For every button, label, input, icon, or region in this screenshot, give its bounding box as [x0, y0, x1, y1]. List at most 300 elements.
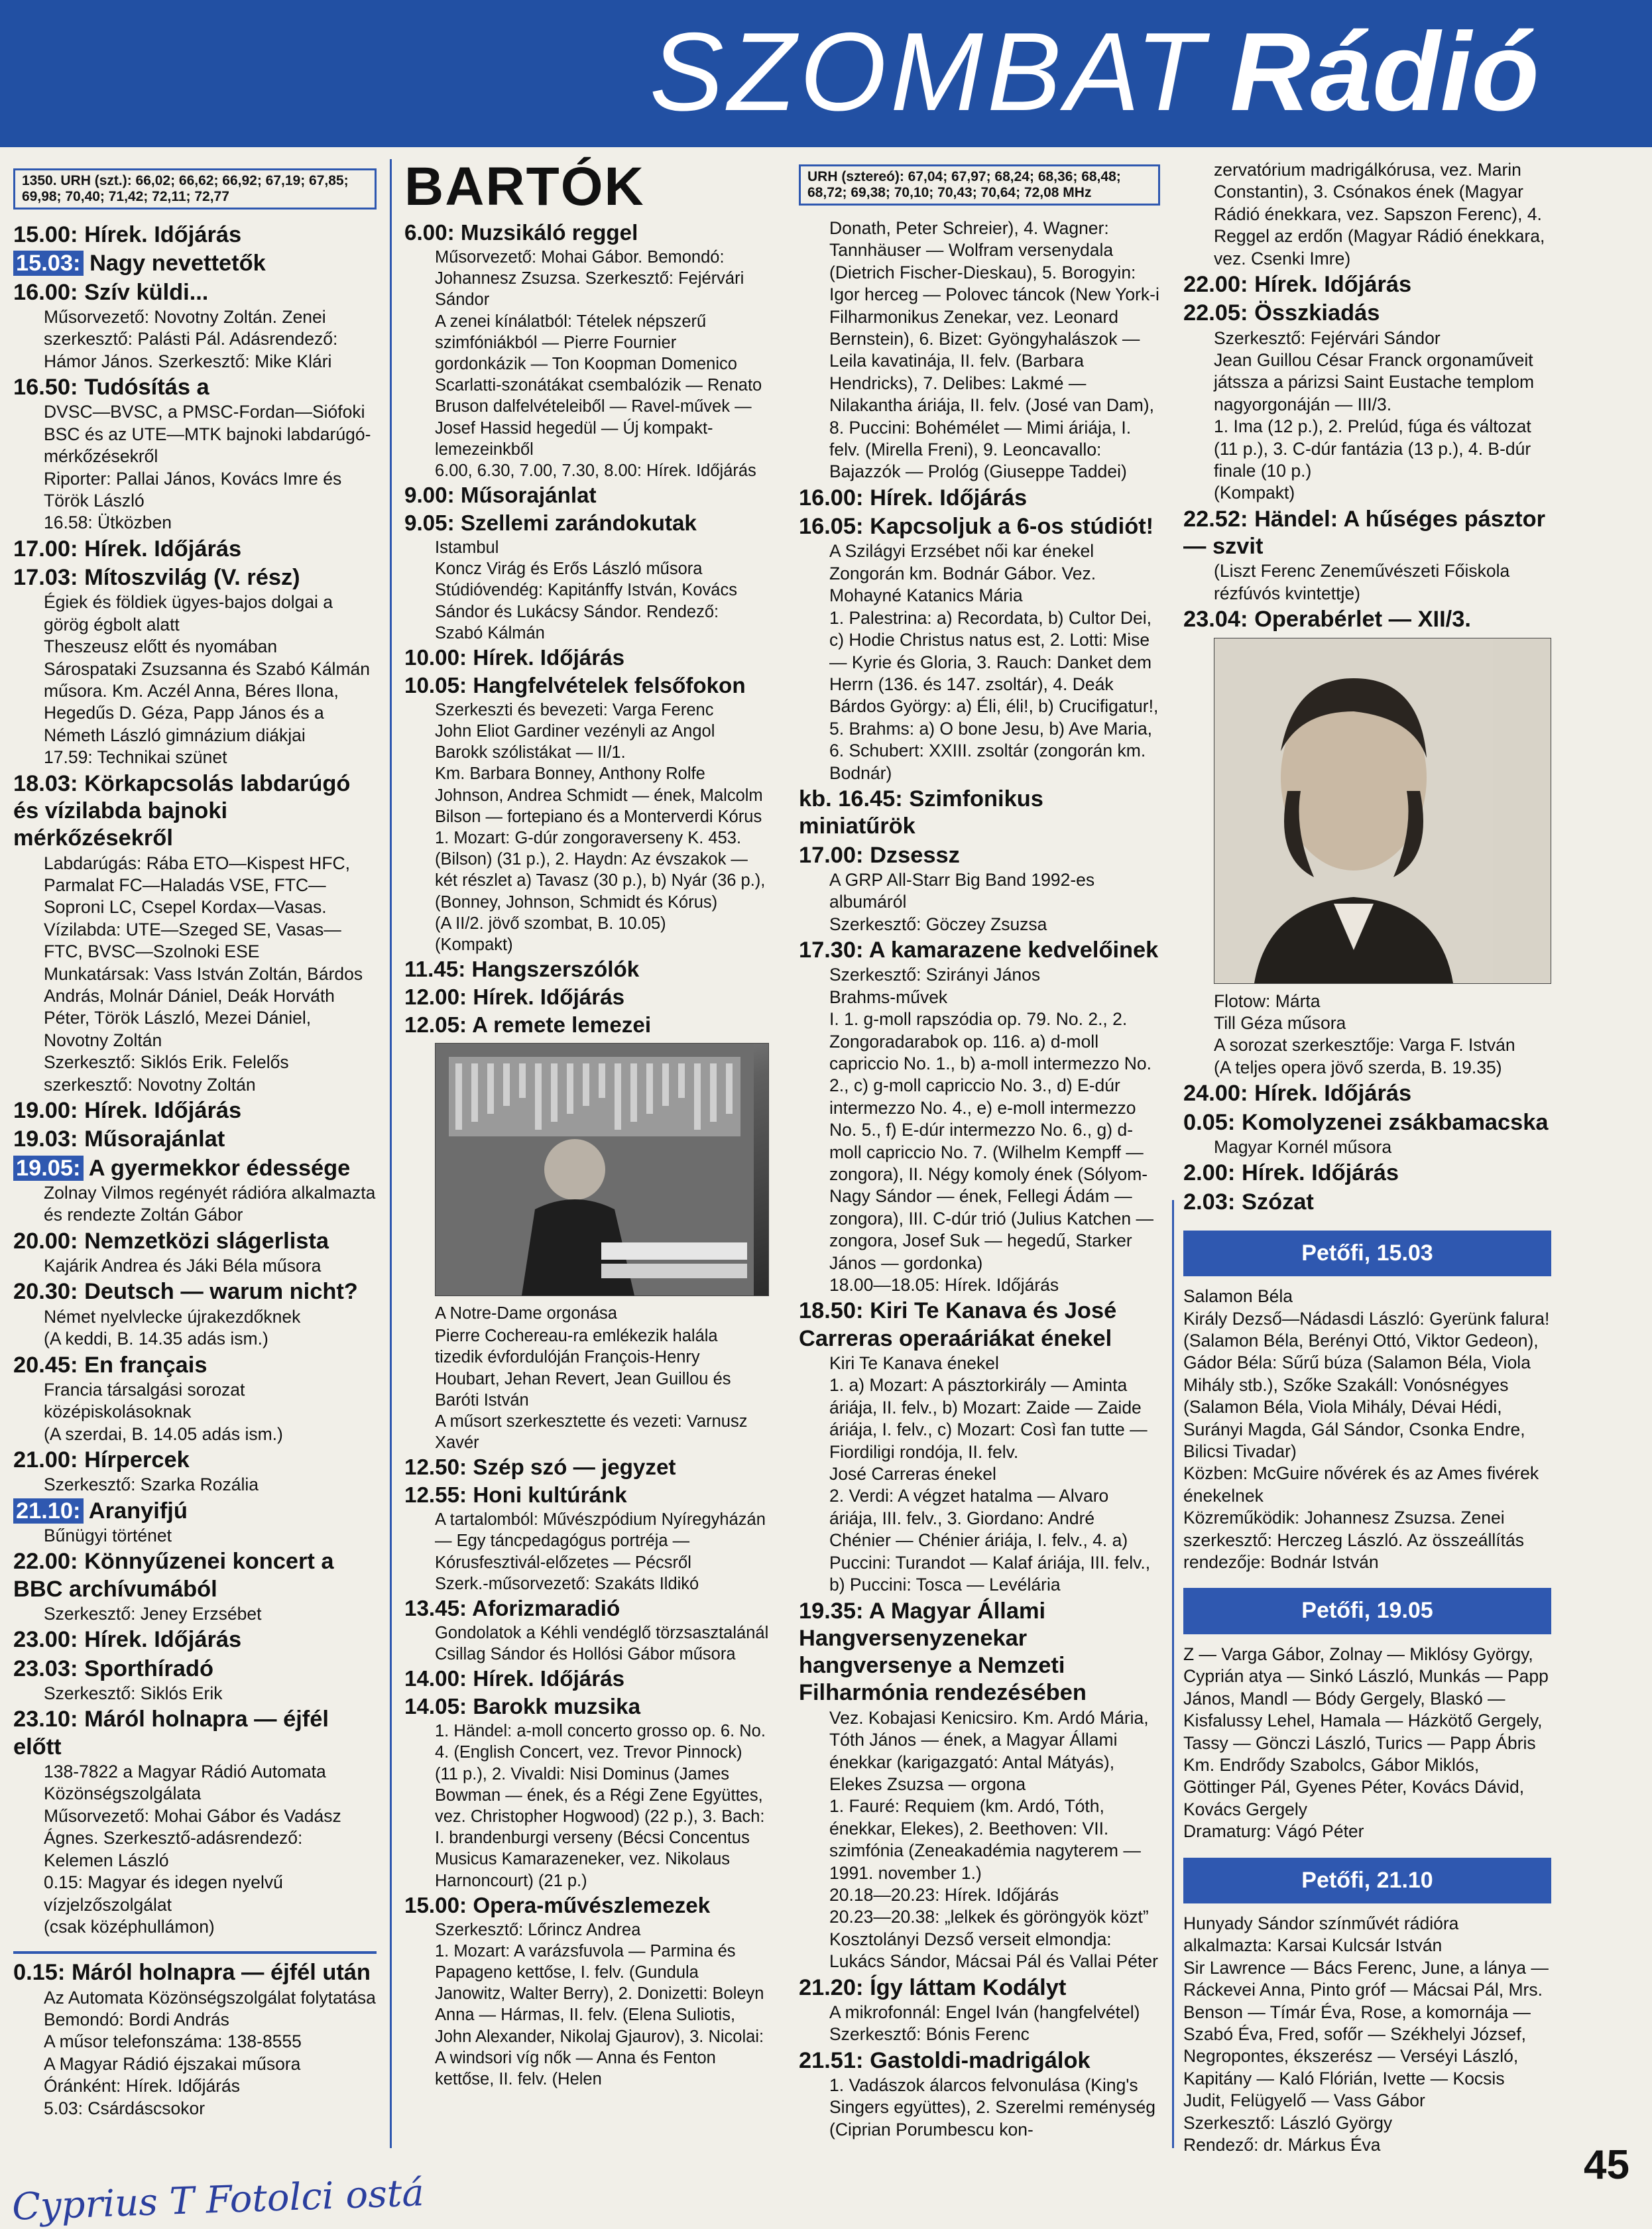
program-entry — [1183, 1080, 1551, 1107]
program-detail-line: Szerkesztő: Fejérvári Sándor — [1214, 328, 1441, 348]
program-entry — [13, 1126, 377, 1153]
program-entry — [799, 2047, 1160, 2141]
program-time: 23.10: — [13, 1707, 78, 1732]
program-detail-line: A Szilágyi Erzsébet női kar énekel — [829, 541, 1094, 562]
program-details — [404, 1919, 769, 2090]
program-heading — [13, 1447, 377, 1474]
program-title: Hírek. Időjárás — [84, 536, 242, 562]
program-entry — [1183, 991, 1551, 1079]
kossuth-frequencies: 1350. URH (szt.): 66,02; 66,62; 66,92; 67,19; 67,85; 69,98; 70,40; 71,42; 72,11; 72,77 — [13, 168, 377, 210]
program-detail-line: Kajárik Andrea és Jáki Béla műsora — [44, 1256, 322, 1276]
program-heading — [13, 250, 377, 277]
program-time: 23.03: — [13, 1656, 78, 1681]
program-time: 9.05: — [404, 511, 455, 536]
program-entry — [799, 842, 1160, 936]
program-heading — [799, 1297, 1160, 1353]
program-heading — [404, 1893, 769, 1919]
program-detail-line: 1. Ima (12 p.), 2. Prelúd, fúga és változat (11 p.), 3. C-dúr fantázia (13 p.), 4. B-dúr finale (10 p.) — [1214, 416, 1531, 481]
program-entry — [404, 483, 769, 509]
program-title: Operabérlet — XII/3. — [1254, 607, 1471, 633]
program-detail-line: Koncz Virág és Erős László műsora — [435, 560, 703, 579]
program-time: 23.00: — [13, 1627, 78, 1653]
program-heading — [404, 985, 769, 1011]
program-title: Műsorajánlat — [84, 1126, 225, 1152]
program-title: Összkiadás — [1254, 300, 1380, 326]
program-title: Szép szó — jegyzet — [473, 1455, 676, 1480]
program-title: Máról holnapra — éjfél előtt — [13, 1707, 329, 1760]
program-title: Hírpercek — [84, 1447, 190, 1473]
program-details — [404, 1325, 769, 1453]
page-banner — [0, 0, 1652, 147]
program-detail-line: DVSC—BVSC, a PMSC-Fordan—Siófoki BSC és az UTE—MTK bajnoki labdarúgó-mérkőzésekről — [44, 402, 371, 467]
late-night-column — [1183, 159, 1551, 2156]
program-detail-line: zervatórium madrigálkórusa, vez. Marin Constantin), 3. Csónakos ének (Magyar Rádió énekkara, vez. Sapszon Ferenc), 4. Reggel az erdőn (Magyar Rádió énekkara, vez. Csenki Imre) — [1214, 160, 1545, 269]
program-time: 21.10: — [13, 1498, 84, 1524]
program-detail-line: (A szerdai, B. 14.05 adás ism.) — [44, 1423, 283, 1444]
program-heading — [1183, 300, 1551, 327]
program-title: Hangfelvételek felsőfokon — [473, 673, 746, 698]
program-heading — [1183, 1080, 1551, 1107]
program-detail-line: 20.18—20.23: Hírek. Időjárás — [829, 1884, 1059, 1905]
program-time: 16.05: — [799, 514, 864, 540]
program-entry — [799, 1297, 1160, 1596]
program-detail-line: Műsorvezető: Novotny Zoltán. Zenei szerkesztő: Palásti Pál. Adásrendező: Hámor János. Szerkesztő: Mike Klári — [44, 306, 338, 371]
program-details — [799, 1353, 1160, 1596]
program-heading — [13, 279, 377, 306]
petofi-boxes — [1183, 1231, 1551, 2157]
program-detail-line: Szerkesztő: Göczey Zsuzsa — [829, 914, 1047, 934]
program-title: Hírek. Időjárás — [84, 1098, 242, 1124]
program-title: Műsorajánlat — [460, 483, 597, 509]
program-detail-line: Szerkesztő: Siklós Erik. Felelős szerkesztő: Novotny Zoltán — [44, 1052, 289, 1095]
program-entry — [1183, 300, 1551, 505]
program-entry — [13, 1278, 377, 1350]
program-detail-line: 20.23—20.38: „lelkek és göröngyök közt” — [829, 1907, 1149, 1927]
program-details — [799, 964, 1160, 1296]
program-detail-line: Bemondó: Bordi András — [44, 2010, 229, 2030]
program-entry — [404, 1666, 769, 1693]
program-entry — [13, 1155, 377, 1227]
program-time: 20.00: — [13, 1228, 78, 1254]
banner-word-szombat: SZOMBAT — [649, 9, 1208, 134]
program-time: 19.35: — [799, 1598, 864, 1624]
program-heading — [13, 221, 377, 249]
program-entry — [404, 1482, 769, 1595]
program-entry — [13, 1626, 377, 1654]
program-entry — [13, 1498, 377, 1547]
program-heading — [404, 1482, 769, 1509]
program-time: 22.00: — [1183, 272, 1248, 298]
program-detail-line: Pierre Cochereau-ra emlékezik halála tizedik évfordulóján François-Henry Houbart, Jehan Revert, Jean Guillou és Baróti István — [435, 1327, 731, 1410]
program-entry — [1183, 159, 1551, 270]
program-entry — [404, 673, 769, 955]
petofi-box-heading: Petőfi, 15.03 — [1183, 1231, 1551, 1276]
program-detail-line: Műsorvezető: Mohai Gábor. Bemondó: Johannesz Zsuzsa. Szerkesztő: Fejérvári Sándor — [435, 247, 744, 310]
program-time: 17.00: — [799, 842, 864, 868]
program-heading — [404, 1666, 769, 1693]
program-entry — [799, 1598, 1160, 1973]
program-time: 18.50: — [799, 1298, 864, 1324]
program-detail-line: Flotow: Márta — [1214, 991, 1321, 1011]
program-entry — [13, 374, 377, 534]
program-title: Hírek. Időjárás — [473, 985, 625, 1010]
program-detail-line: 17.59: Technikai szünet — [44, 747, 227, 768]
program-details — [13, 1525, 377, 1547]
program-details — [1183, 328, 1551, 505]
program-title: Nagy nevettetők — [89, 251, 266, 276]
program-title: Hírek. Időjárás — [473, 1667, 625, 1692]
program-detail-line: (Liszt Ferenc Zeneművészeti Főiskola rézfúvós kvintettje) — [1214, 561, 1510, 603]
program-details — [404, 699, 769, 955]
program-title: Szózat — [1241, 1189, 1314, 1215]
program-detail-line: (A II/2. jövő szombat, B. 10.05) — [435, 914, 666, 933]
program-heading — [1183, 1160, 1551, 1187]
program-title: Komolyzenei zsákbamacska — [1241, 1109, 1549, 1135]
bartok-frequencies: URH (sztereó): 67,04; 67,97; 68,24; 68,36; 68,48; 68,72; 69,38; 70,10; 70,43; 70,64; 72,08 MHz — [799, 164, 1160, 206]
program-detail-line: 1. Mozart: G-dúr zongoraverseny K. 453. (Bilson) (31 p.), 2. Haydn: Az évszakok — két részlet a) Tavasz (30 p.), b) Nyár (36 p.), (Bonney, Johnson, Schmidt és Kórus) — [435, 829, 766, 912]
program-title: Hírek. Időjárás — [473, 645, 625, 670]
program-heading — [13, 564, 377, 591]
program-heading — [13, 1228, 377, 1255]
program-time: 19.03: — [13, 1126, 78, 1152]
program-entry — [13, 1352, 377, 1446]
program-entry — [1183, 606, 1551, 983]
program-details — [799, 217, 1160, 483]
program-time: 19.05: — [13, 1156, 84, 1181]
petofi-box-heading: Petőfi, 21.10 — [1183, 1858, 1551, 1903]
program-heading — [13, 1548, 377, 1603]
program-entry — [13, 1097, 377, 1124]
program-entry — [404, 645, 769, 672]
program-detail-line: Zongorán km. Bodnár Gábor. Vez. Mohayné Katanics Mária — [829, 563, 1096, 606]
program-time: 13.45: — [404, 1596, 467, 1621]
program-details — [404, 247, 769, 481]
program-title: Muzsikáló reggel — [460, 221, 638, 245]
program-details — [404, 1720, 769, 1892]
program-title: Sporthíradó — [84, 1656, 213, 1681]
program-heading — [799, 513, 1160, 540]
bartok-program-list — [404, 220, 769, 2090]
program-time: 22.05: — [1183, 300, 1248, 326]
program-detail-line: 6.00, 6.30, 7.00, 7.30, 8.00: Hírek. Időjárás — [435, 461, 756, 480]
program-details — [13, 401, 377, 534]
program-entry — [13, 770, 377, 1096]
program-detail-line: Szerkesztő: Szarka Rozália — [44, 1475, 259, 1495]
program-heading — [404, 1012, 769, 1039]
program-detail-line: Kiri Te Kanava énekel — [829, 1353, 999, 1374]
program-entry — [1183, 1189, 1551, 1216]
program-detail-line: A zenei kínálatból: Tételek népszerű szimfóniákból — Pierre Fournier gordonkázik — Ton Koopman Domenico Scarlatti-szonátákat csembalózik — Renato Bruson dalfelvételeiből — Ravel-művek — Josef Hassid hegedül — Új kompakt-lemezeinkből — [435, 312, 762, 459]
program-detail-line: 5.03: Csárdáscsokor — [44, 2098, 206, 2118]
petofi-box-text: Salamon Béla Király Dezső—Nádasdi László: Gyerünk falura! (Salamon Béla, Berényi Ottó, Viktor Gedeon), Gádor Béla: Sűrű búza (Salamon Béla, Viola Mihály stb.), Szőke Szakáll: Vonósnégyes (Salamon Béla, Viola Mihály, Dévai Hédi, Surányi Magda, Gál Sándor, Csonka Endre, Bilicsi Tivadar) Közben: McGuire nővérek és az Ames fivérek énekelnek Közreműködik: Johannesz Zsuzsa. Zenei szerkesztő: Herczeg László. Az összeállítás rendezője: Bodnár István — [1183, 1286, 1550, 1573]
program-time: 6.00: — [404, 221, 455, 245]
program-entry — [404, 957, 769, 983]
program-detail-line: John Eliot Gardiner vezényli az Angol Barokk szólistákat — II/1. — [435, 721, 715, 762]
program-heading — [13, 1706, 377, 1761]
program-details — [404, 1622, 769, 1665]
program-detail-line: (A keddi, B. 14.35 adás ism.) — [44, 1329, 268, 1349]
program-detail-line: 1. Händel: a-moll concerto grosso op. 6. No. 4. (English Concert, vez. Trevor Pinnock) (11 p.), 2. Vivaldi: Nisi Dominus (James Bowman — ének, és a Régi Zene Együttes, vez. Christopher Hogwood) (22 p.), 3. Bach: I. brandenburgi verseny (Bécsi Concentus Musicus Kamarazeneker, vez. Nikolaus Harnoncourt) (21 p.) — [435, 1722, 766, 1890]
program-detail-line: (Kompakt) — [1214, 483, 1295, 503]
program-details — [13, 1474, 377, 1496]
bartok-title: BARTÓK — [404, 156, 645, 217]
column-separator — [390, 159, 392, 2148]
program-heading — [799, 1974, 1160, 2002]
program-entry — [13, 1656, 377, 1705]
program-entry — [799, 217, 1160, 483]
program-title: Tudósítás a — [84, 375, 209, 400]
program-details — [13, 306, 377, 373]
program-heading — [13, 1097, 377, 1124]
program-detail-line: Szerkesztő: Siklós Erik — [44, 1683, 223, 1704]
program-detail-line: A mikrofonnál: Engel Iván (hangfelvétel) — [829, 2002, 1140, 2022]
program-detail-line: Német nyelvlecke újrakezdőknek — [44, 1306, 301, 1327]
program-entry — [799, 1974, 1160, 2046]
program-detail-line: A sorozat szerkesztője: Varga F. István — [1214, 1035, 1515, 1055]
program-entry — [799, 786, 1160, 841]
program-detail-line: 1. Mozart: A varázsfuvola — Parmina és Papageno kettőse, I. felv. (Gundula Janowitz, Walter Berry), 2. Donizetti: Boleyn Anna — Hármas, II. felv. (Elena Suliotis, John Alexander, Nikolaj Gjaurov), 3. Nicolai: A windsori víg nők — Anna és Fenton kettőse, II. felv. (Helen — [435, 1941, 764, 2089]
program-detail-line: Stúdióvendég: Kapitánffy István, Kovács Sándor és Lukácsy Sándor. Rendező: Szabó Kálmán — [435, 581, 737, 642]
program-detail-line: A műsor telefonszáma: 138-8555 — [44, 2031, 302, 2052]
program-heading — [1183, 1189, 1551, 1216]
program-detail-line: 138-7822 a Magyar Rádió Automata Közönségszolgálata — [44, 1762, 326, 1804]
program-heading — [13, 1656, 377, 1683]
program-detail-line: Istambul — [435, 538, 499, 557]
program-title: Opera-művészlemezek — [473, 1893, 711, 1918]
program-heading — [404, 483, 769, 509]
program-title: Körkapcsolás labdarúgó és vízilabda bajnoki mérkőzésekről — [13, 770, 351, 851]
program-time: 12.00: — [404, 985, 467, 1010]
program-title: Mítoszvilág (V. rész) — [84, 565, 300, 591]
program-heading — [13, 1352, 377, 1379]
program-time: 20.30: — [13, 1279, 78, 1305]
program-detail-line: (A teljes opera jövő szerda, B. 19.35) — [1214, 1057, 1502, 1077]
program-heading — [13, 1155, 377, 1182]
program-entry — [1183, 1109, 1551, 1159]
program-detail-line: Riporter: Pallai János, Kovács Imre és Török László — [44, 468, 342, 511]
program-detail-line: Vízilabda: UTE—Szeged SE, Vasas—FTC, BVSC—Szolnoki ESE — [44, 919, 341, 962]
program-detail-line: 18.00—18.05: Hírek. Időjárás — [829, 1275, 1059, 1295]
program-entry — [799, 513, 1160, 784]
program-detail-line: Sárospataki Zsuzsanna és Szabó Kálmán műsora. Km. Aczél Anna, Béres Ilona, Hegedűs D. Géza, Papp János és a Németh László gimnázium diákjai — [44, 658, 370, 745]
program-detail-line: Donath, Peter Schreier), 4. Wagner: Tannhäuser — Wolfram versenydala (Dietrich Fischer-Dieskau), 5. Borogyin: Igor herceg — Polovec táncok (New York-i Filharmonikus Zenekar, vez. Leonard Bernstein), 6. Bizet: Gyöngyhalászok — Leila kavatinája, II. felv. (Barbara Hendricks), 7. Delibes: Lakmé — Nilakantha áriája, II. felv. (José van Dam), 8. Puccini: Bohémélet — Mimi áriája, I. felv. (Mirella Freni), 9. Leoncavallo: Bajazzók — Prológ (Giuseppe Taddei) — [829, 218, 1159, 482]
program-time: 0.15: — [13, 1960, 66, 1986]
program-entry — [404, 511, 769, 644]
program-title: Aranyifjú — [88, 1498, 188, 1524]
program-entry — [13, 1548, 377, 1625]
program-heading — [404, 645, 769, 672]
program-title: Händel: A hűséges pásztor — szvit — [1183, 506, 1545, 560]
program-detail-line: 1. Vadászok álarcos felvonulása (King's Singers együttes), 2. Szerelmi reménység (Ciprian Porumbescu kon- — [829, 2075, 1155, 2139]
program-detail-line: A GRP All-Starr Big Band 1992-es albumáról — [829, 869, 1095, 912]
program-entry — [13, 250, 377, 277]
program-time: 10.05: — [404, 673, 467, 698]
program-detail-line: Zolnay Vilmos regényét rádióra alkalmazta és rendezte Zoltán Gábor — [44, 1182, 376, 1225]
program-time: 12.50: — [404, 1455, 467, 1480]
program-entry — [1183, 1160, 1551, 1187]
program-title: Szimfonikus miniatűrök — [799, 786, 1043, 839]
program-title: Hírek. Időjárás — [1254, 1081, 1412, 1107]
program-entry — [13, 1706, 377, 1938]
program-entry — [13, 536, 377, 563]
program-entry — [404, 1325, 769, 1453]
program-time: 9.00: — [404, 483, 455, 509]
program-time: 19.00: — [13, 1098, 78, 1124]
program-detail-line: Jean Guillou César Franck orgonaműveit játssza a párizsi Saint Eustache templom nagyorgonáján — III/3. — [1214, 350, 1535, 414]
program-detail-line: Magyar Kornél műsora — [1214, 1136, 1392, 1157]
program-details — [13, 1182, 377, 1227]
program-detail-line: A műsort szerkesztette és vezeti: Varnusz Xavér — [435, 1412, 748, 1453]
program-time: 12.05: — [404, 1013, 467, 1038]
program-time: 11.45: — [404, 957, 466, 983]
program-title: Máról holnapra — éjfél után — [71, 1960, 371, 1986]
program-heading — [1183, 1109, 1551, 1136]
program-detail-line: A tartalomból: Művészpódium Nyíregyházán — Egy táncpedagógus portréja — Kórusfesztivál-előzetes — Pécsről — [435, 1510, 766, 1572]
kossuth-after-midnight — [13, 1959, 377, 2120]
program-time: 18.03: — [13, 770, 78, 796]
program-detail-line: Szerkesztő: Lőrincz Andrea — [435, 1920, 641, 1939]
program-heading — [13, 1126, 377, 1153]
program-entry — [13, 1228, 377, 1278]
petofi-box-text: Z — Varga Gábor, Zolnay — Miklósy György, Cyprián atya — Sinkó László, Munkás — Papp János, Mandl — Bódy Gergely, Blaskó — Kisfalussy Lehel, Hamala — Házkötő Gergely, Tassy — Gönczi László, Turics — Papp Ábris Km. Endrődy Szabolcs, Gábor Miklós, Göttinger Pál, Gyenes Péter, Kovács Dávid, Kovács Gergely Dramaturg: Vágó Péter — [1183, 1644, 1549, 1842]
program-detail-line: Az Automata Közönségszolgálat folytatása — [44, 1987, 376, 2008]
bartok-column-continued — [799, 159, 1160, 2142]
program-detail-line: Szerkesztő: Jeney Erzsébet — [44, 1604, 262, 1624]
program-time: kb. 16.45: — [799, 786, 903, 812]
program-detail-line: Csillag Sándor és Hollósi Gábor műsora — [435, 1645, 736, 1664]
program-details — [13, 1379, 377, 1445]
program-entry — [13, 221, 377, 249]
program-detail-line: Till Géza műsora — [1214, 1012, 1346, 1033]
program-entry — [404, 1012, 769, 1324]
program-detail-line: José Carreras énekel — [829, 1464, 996, 1484]
program-detail-line: 1. Palestrina: a) Recordata, b) Cultor Dei, c) Hodie Christus natus est, 2. Lotti: Mise — Kyrie és Gloria, 3. Rauch: Danket dem Herrn (136. és 147. zsoltár), 4. Deák Bárdos György: a) Éli, éli!, b) Crucifigatur!, 5. Brahms: a) O bone Jesu, b) Ave Maria, 6. Schubert: XXIII. zsoltár (zongorán km. Bodnár) — [829, 607, 1159, 783]
program-detail-line: 1. a) Mozart: A pásztorkirály — Aminta áriája, II. felv., b) Mozart: Zaide — Zaide áriája, I. felv., c) Mozart: Così fan tutte — Fiordiligi rondója, II. felv. — [829, 1375, 1148, 1462]
program-time: 12.55: — [404, 1483, 467, 1508]
banner-word-radio: Rádió — [1230, 9, 1539, 134]
program-title: A remete lemezei — [472, 1013, 652, 1038]
program-heading — [799, 2047, 1160, 2075]
program-time: 21.20: — [799, 1974, 864, 2000]
program-title: A kamarazene kedvelőinek — [868, 937, 1159, 963]
program-title: Hírek. Időjárás — [1241, 1160, 1399, 1186]
program-details — [404, 1509, 769, 1595]
program-details — [13, 853, 377, 1096]
program-detail-line: Óránként: Hírek. Időjárás — [44, 2076, 241, 2096]
program-time: 23.04: — [1183, 607, 1248, 633]
program-heading — [404, 1455, 769, 1481]
program-title: Hírek. Időjárás — [84, 222, 242, 247]
program-entry — [1183, 271, 1551, 298]
program-time: 14.00: — [404, 1667, 467, 1692]
program-heading — [404, 220, 769, 247]
program-title: A gyermekkor édessége — [88, 1155, 351, 1181]
program-heading — [404, 957, 769, 983]
program-detail-line: A Notre-Dame orgonása — [435, 1303, 617, 1323]
program-entry — [799, 485, 1160, 512]
program-detail-line: Labdarúgás: Rába ETO—Kispest HFC, Parmalat FC—Haladás VSE, FTC—Soproni LC, Csepel Kordax—Vasas. — [44, 853, 351, 918]
program-entry — [13, 1447, 377, 1496]
program-entry — [404, 985, 769, 1011]
program-heading — [13, 374, 377, 401]
program-details — [13, 1255, 377, 1277]
program-entry — [404, 1455, 769, 1481]
program-title: Dzsessz — [870, 842, 960, 868]
divider — [13, 1951, 377, 1954]
program-details — [799, 540, 1160, 784]
program-title: Hírek. Időjárás — [870, 485, 1028, 511]
program-heading — [404, 1694, 769, 1720]
column-separator — [1172, 1200, 1174, 2148]
program-heading — [1183, 271, 1551, 298]
program-detail-line: (Kompakt) — [435, 935, 513, 955]
program-detail-line: A Magyar Rádió éjszakai műsora — [44, 2053, 301, 2074]
program-heading — [1183, 506, 1551, 561]
program-detail-line: Műsorvezető: Mohai Gábor és Vadász Ágnes. Szerkesztő-adásrendező: Kelemen László — [44, 1805, 341, 1870]
program-time: 22.00: — [13, 1549, 78, 1575]
bartok-column — [404, 156, 769, 2091]
program-detail-line: Brahms-művek — [829, 987, 948, 1007]
program-details — [13, 1761, 377, 1938]
program-details — [799, 869, 1160, 935]
program-details — [404, 537, 769, 644]
program-title: Hangszerszólók — [471, 957, 640, 983]
program-detail-line: 1. Fauré: Requiem (km. Ardó, Tóth, énekkar, Elekes), 2. Beethoven: VII. szimfónia (Zeneakadémia nagyterem — 1991. november 1.) — [829, 1796, 1141, 1883]
program-detail-line: Szerk.-műsorvezető: Szakáts Ildikó — [435, 1574, 699, 1593]
program-heading — [799, 1598, 1160, 1707]
program-detail-line: I. 1. g-moll rapszódia op. 79. No. 2., 2. Zongoradarabok op. 116. a) d-moll capriccio No. 1., b) a-moll intermezzo No. 2., c) g-moll capriccio No. 3., d) E-dúr intermezzo No. 4., e) e-moll intermezzo No. 5., f) E-dúr intermezzo No. 6., g) d-moll capriccio No. 7. (Wilhelm Kempff — zongora), II. Négy komoly ének (Sólyom-Nagy Sándor — ének, Fellegi Ádám — zongora), III. C-dúr trió (Julius Katchen — zongora, Josef Suk — hegedű, Starker János — gordonka) — [829, 1009, 1153, 1273]
program-time: 16.00: — [13, 279, 78, 305]
program-time: 17.30: — [799, 937, 864, 963]
program-details — [13, 591, 377, 768]
program-detail-line: Égiek és földiek ügyes-bajos dolgai a görög égbolt alatt — [44, 592, 333, 634]
program-details — [13, 1683, 377, 1705]
program-heading — [13, 1626, 377, 1654]
program-time: 20.45: — [13, 1352, 78, 1378]
program-detail-line: 2. Verdi: A végzet hatalma — Alvaro áriája, III. felv., 3. Giordano: André Chénier — Chénier áriája, I. felv., 4. a) Puccini: Turandot — Kalaf áriája, III. felv., b) Puccini: Tosca — Levélária — [829, 1486, 1151, 1595]
program-detail-line: Szerkeszti és bevezeti: Varga Ferenc — [435, 700, 714, 719]
program-title: Kapcsoljuk a 6-os stúdiót! — [870, 514, 1154, 540]
program-time: 17.03: — [13, 565, 78, 591]
program-details — [13, 1603, 377, 1625]
program-heading — [404, 511, 769, 537]
program-detail-line: Szerkesztő: Szirányi János — [829, 965, 1041, 985]
program-time: 14.05: — [404, 1695, 467, 1720]
program-title: Hírek. Időjárás — [1254, 272, 1412, 298]
organist-photo — [435, 1043, 769, 1296]
program-title: En français — [84, 1352, 207, 1378]
program-time: 21.51: — [799, 2047, 864, 2073]
program-title: Barokk muzsika — [473, 1695, 641, 1720]
program-title: Nemzetközi slágerlista — [84, 1228, 329, 1254]
program-time: 15.00: — [404, 1893, 467, 1918]
program-entry — [404, 1596, 769, 1665]
program-detail-line: Szerkesztő: Bónis Ferenc — [829, 2024, 1030, 2045]
program-title: Hírek. Időjárás — [84, 1627, 242, 1653]
program-time: 15.00: — [13, 222, 78, 247]
handwritten-note: Cyprius T Fotolci ostá — [11, 2171, 425, 2229]
program-title: Szellemi zarándokutak — [460, 511, 697, 536]
program-heading — [404, 1596, 769, 1622]
kossuth-program-list — [13, 221, 377, 1938]
program-details — [799, 2075, 1160, 2141]
program-detail-line: (csak középhullámon) — [44, 1916, 215, 1937]
program-detail-line: 0.15: Magyar és idegen nyelvű vízjelzőszolgálat — [44, 1872, 283, 1915]
program-title: Gastoldi-madrigálok — [870, 2047, 1091, 2073]
program-time: 22.52: — [1183, 506, 1248, 532]
program-time: 15.03: — [13, 251, 84, 276]
program-title: Aforizmaradió — [472, 1596, 620, 1621]
